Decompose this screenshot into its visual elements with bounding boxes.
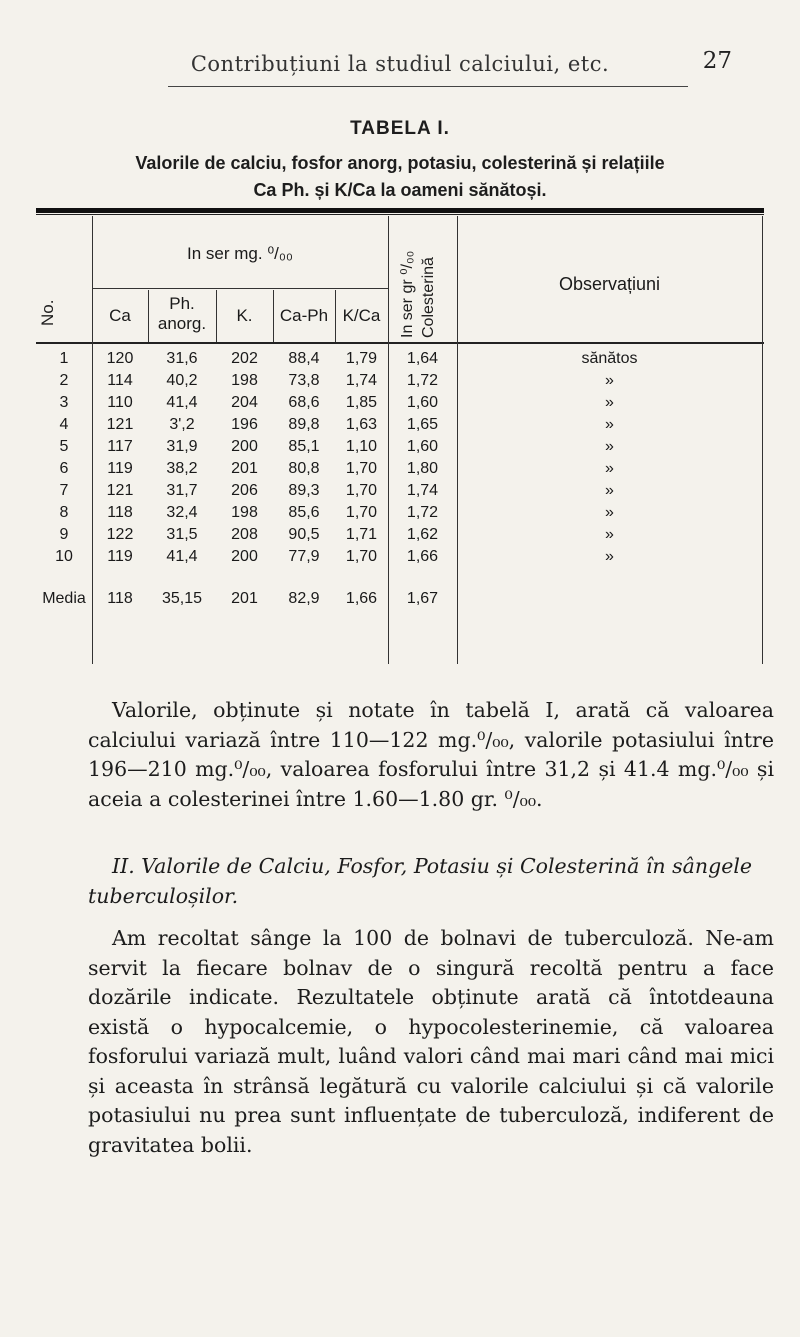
table-row-7-k: 206: [231, 482, 258, 499]
caption-line-1: Valorile de calciu, fosfor anorg, potasiu, colesterină și relațiile: [135, 153, 665, 173]
table-row-1-ph: 31,6: [166, 350, 198, 367]
paragraph-intro: Valorile, obținute și notate în tabelă I, arată că valoarea calciului variază între 110—122 mg.⁰/₀₀, valorile potasiului între 196—210 mg.⁰/₀₀, valoarea fosforului între 31,2 și 41.4 mg.⁰/₀₀ și aceia a colesterinei între 1.60—1.80 gr. ⁰/₀₀.: [88, 698, 774, 811]
table-row-9-ph: 31,5: [166, 526, 198, 543]
table-row-10-kca: 1,70: [345, 548, 378, 565]
col-header-ca: Ca: [109, 306, 131, 325]
table-row-8-k: 198: [231, 504, 258, 521]
table-row-6-no: 6: [59, 460, 69, 477]
table-row-3-no: 3: [59, 394, 69, 411]
table-row-4-no: 4: [59, 416, 69, 433]
table-row-9-kca: 1,71: [345, 526, 378, 543]
table-row-10-obs: »: [605, 548, 614, 565]
table-row-3-obs: »: [605, 394, 614, 411]
table-row-1-no: 1: [59, 350, 69, 367]
group-header-rule: [92, 288, 388, 289]
col-header-k: K.: [236, 306, 253, 325]
table-row-5-obs: »: [605, 438, 614, 455]
table-row-6-ca: 119: [107, 460, 133, 477]
table-row-1-ca: 120: [106, 350, 134, 367]
col-header-kca: K/Ca: [342, 306, 381, 325]
col-header-ph-line2: anorg.: [157, 314, 207, 333]
table-row-6-caph: 80,8: [288, 460, 320, 477]
table-row-1-kca: 1,79: [345, 350, 378, 367]
col-header-ph-line1: Ph.: [169, 294, 195, 313]
table-row-3-ca: 110: [107, 394, 133, 411]
table-title: TABELA I.: [350, 118, 450, 139]
table-row-3-ph: 41,4: [166, 394, 198, 411]
table-row-5-k: 200: [231, 438, 258, 455]
col-header-chol-line2: Colesterină: [420, 257, 437, 338]
table-row-media-no: Media: [42, 590, 86, 607]
header-bottom-rule: [36, 342, 764, 346]
table-row-6-kca: 1,70: [345, 460, 378, 477]
col-header-chol-line1: In ser gr ⁰/₀₀: [399, 250, 416, 338]
table-row-6-chol: 1,80: [406, 460, 439, 477]
table-row-5-ph: 31,9: [166, 438, 198, 455]
table-row-1-k: 202: [231, 350, 258, 367]
table-row-2-kca: 1,74: [345, 372, 378, 389]
table-row-9-chol: 1,62: [406, 526, 439, 543]
table-row-7-caph: 89,3: [288, 482, 320, 499]
group-header: In ser mg. ⁰/₀₀: [187, 244, 293, 263]
table-row-6-ph: 38,2: [166, 460, 198, 477]
caption-line-2: Ca Ph. și K/Ca la oameni sănătoși.: [253, 180, 547, 200]
table-row-2-obs: »: [605, 372, 614, 389]
table-row-10-ph: 41,4: [166, 548, 198, 565]
table-row-10-caph: 77,9: [288, 548, 320, 565]
table-row-4-k: 196: [231, 416, 258, 433]
table-row-10-ca: 119: [107, 548, 133, 565]
table-row-5-no: 5: [59, 438, 69, 455]
table-row-9-obs: »: [605, 526, 614, 543]
table-row-8-obs: »: [605, 504, 614, 521]
table-row-media-ca: 118: [107, 590, 133, 607]
table-top-rule: [36, 208, 764, 213]
table-row-5-kca: 1,10: [345, 438, 378, 455]
table-row-7-ph: 31,7: [166, 482, 198, 499]
table-row-10-no: 10: [55, 548, 73, 565]
table-row-6-obs: »: [605, 460, 614, 477]
table-row-7-ca: 121: [106, 482, 134, 499]
table-row-8-no: 8: [59, 504, 69, 521]
table-row-3-k: 204: [231, 394, 258, 411]
table-row-8-ph: 32,4: [166, 504, 198, 521]
table-row-1-obs: sănătos: [581, 350, 638, 367]
table-caption: [70, 150, 730, 204]
table-row-7-kca: 1,70: [345, 482, 378, 499]
table-row-2-ph: 40,2: [166, 372, 198, 389]
table-row-media-kca: 1,66: [345, 590, 378, 607]
table-row-5-ca: 117: [107, 438, 133, 455]
table-row-9-caph: 90,5: [288, 526, 320, 543]
table-right-edge: [762, 216, 763, 664]
table-row-4-chol: 1,65: [406, 416, 439, 433]
table-row-10-chol: 1,66: [406, 548, 439, 565]
table-row-4-ph: 3',2: [169, 416, 195, 433]
col-header-observations: Observațiuni: [558, 274, 661, 294]
table-row-7-chol: 1,74: [406, 482, 439, 499]
table-row-2-no: 2: [59, 372, 69, 389]
table-row-9-ca: 122: [106, 526, 134, 543]
table-row-5-chol: 1,60: [406, 438, 439, 455]
table-row-4-kca: 1,63: [345, 416, 378, 433]
table-row-7-no: 7: [59, 482, 69, 499]
table-row-1-caph: 88,4: [288, 350, 320, 367]
table-row-media-k: 201: [231, 590, 258, 607]
running-head: Contribuțiuni la studiul calciului, etc.: [190, 52, 610, 76]
table-row-2-caph: 73,8: [288, 372, 320, 389]
table-row-9-no: 9: [59, 526, 69, 543]
table-row-10-k: 200: [231, 548, 258, 565]
table-row-3-caph: 68,6: [288, 394, 320, 411]
table-row-2-ca: 114: [107, 372, 133, 389]
table-row-3-kca: 1,85: [345, 394, 378, 411]
table-top-rule-thin: [36, 214, 764, 215]
table-row-7-obs: »: [605, 482, 614, 499]
table-row-media-ph: 35,15: [161, 590, 203, 607]
table-row-4-obs: »: [605, 416, 614, 433]
section-title: II. Valorile de Calciu, Fosfor, Potasiu și Colesterină în sângele tuberculoșilor.: [88, 854, 753, 908]
header-rule: [168, 86, 688, 87]
table-row-8-ca: 118: [107, 504, 133, 521]
table-row-6-k: 201: [231, 460, 258, 477]
table-row-4-caph: 89,8: [288, 416, 320, 433]
table-row-3-chol: 1,60: [406, 394, 439, 411]
table-row-media-caph: 82,9: [288, 590, 320, 607]
table-row-9-k: 208: [231, 526, 258, 543]
table-row-2-k: 198: [231, 372, 258, 389]
col-header-no: No.: [38, 299, 57, 326]
table-row-8-kca: 1,70: [345, 504, 378, 521]
page-number: 27: [702, 48, 732, 74]
col-header-caph: Ca-Ph: [279, 306, 329, 325]
table-row-2-chol: 1,72: [406, 372, 439, 389]
table-row-media-chol: 1,67: [406, 590, 439, 607]
table-row-8-caph: 85,6: [288, 504, 320, 521]
col-header-ph: [148, 294, 216, 334]
table-row-8-chol: 1,72: [406, 504, 439, 521]
table-row-1-chol: 1,64: [406, 350, 439, 367]
table-row-4-ca: 121: [106, 416, 134, 433]
table-row-5-caph: 85,1: [288, 438, 320, 455]
paragraph-results: Am recoltat sânge la 100 de bolnavi de tuberculoză. Ne-am servit la fiecare bolnav de o singură recoltă pentru a face dozările indicate. Rezultatele obținute arată că întotdeauna există o hypocalcemie, o hypocolesterinemie, că valoarea fosforului variază mult, luând valori când mai mari când mai mici și aceasta în strânsă legătură cu valorile calciului și că valorile potasiului nu prea sunt influențate de tuberculoză, indiferent de gravitatea bolii.: [88, 926, 774, 1157]
